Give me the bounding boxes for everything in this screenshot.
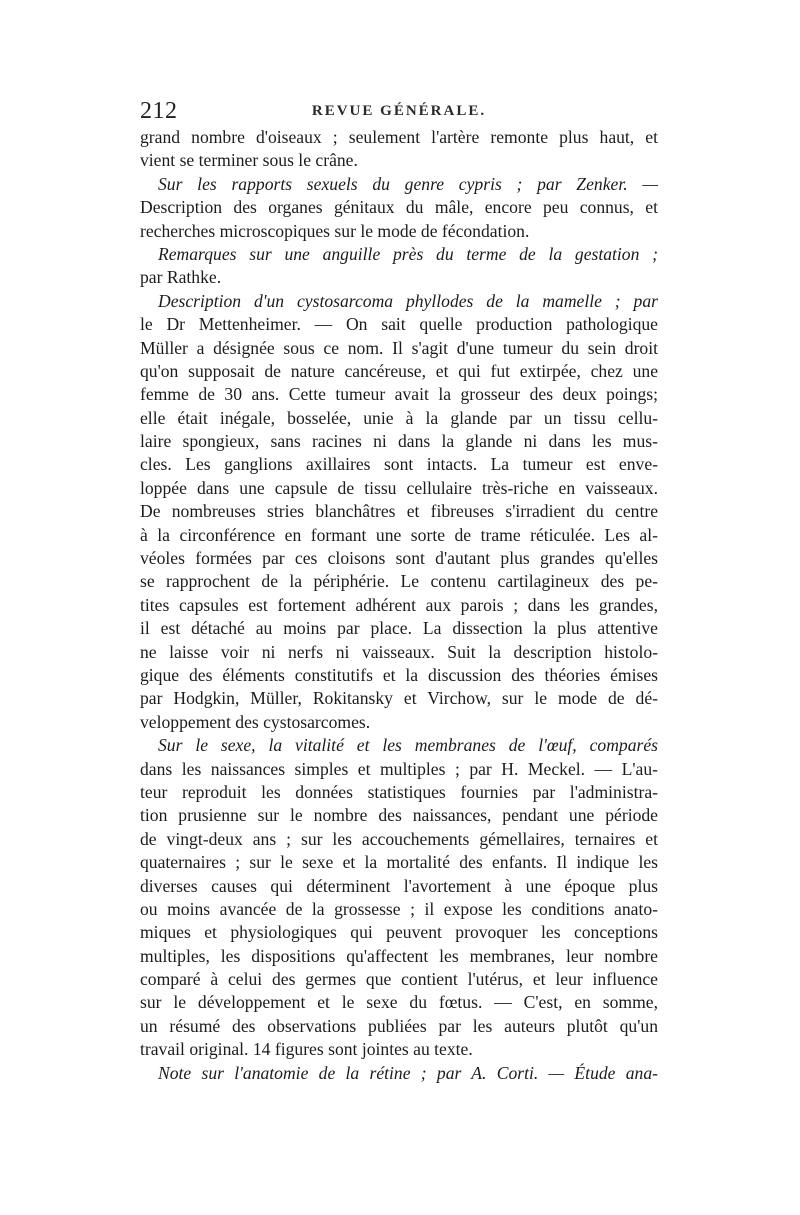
text-line: sur le développement et le sexe du fœtus. — C'est, en somme, (140, 992, 658, 1013)
text-line: il est détaché au moins par place. La dissection la plus attentive (140, 618, 658, 639)
text-line: vient se terminer sous le crâne. (140, 150, 358, 171)
body-text (140, 126, 658, 1085)
entry-title-line: Sur le sexe, la vitalité et les membranes de l'œuf, comparés (158, 735, 658, 756)
page-number: 212 (140, 98, 178, 124)
text-line: grand nombre d'oiseaux ; seulement l'artère remonte plus haut, et (140, 127, 658, 147)
text-line: à la circonférence en formant une sorte de trame réticulée. Les al- (140, 524, 658, 545)
text-line: de vingt-deux ans ; sur les accouchements gémellaires, ternaires et (140, 828, 658, 849)
text-line: loppée dans une capsule de tissu cellulaire très-riche en vaisseaux. (140, 477, 658, 498)
text-line: miques et physiologiques qui peuvent provoquer les conceptions (140, 922, 658, 943)
text-line: un résumé des observations publiées par les auteurs plutôt qu'un (140, 1015, 658, 1036)
text-line: travail original. 14 figures sont jointes au texte. (140, 1039, 473, 1060)
entry-title-line: Note sur l'anatomie de la rétine ; par A. Corti. — Étude ana- (158, 1062, 658, 1083)
text-line: laire spongieux, sans racines ni dans la glande ni dans les mus- (140, 431, 658, 452)
text-line: dans les naissances simples et multiples ; par H. Meckel. — L'au- (140, 758, 658, 779)
entry-title-line: Remarques sur une anguille près du terme de la gestation ; (158, 243, 658, 264)
text-line: multiples, les dispositions qu'affectent les membranes, leur nombre (140, 945, 658, 966)
text-line: se rapprochent de la périphérie. Le contenu cartilagineux des pe- (140, 571, 658, 592)
entry-title-line: Sur les rapports sexuels du genre cypris ; par Zenker. — (158, 173, 658, 194)
text-line: Description des organes génitaux du mâle, encore peu connus, et (140, 197, 658, 218)
text-line: véoles formées par ces cloisons sont d'autant plus grandes qu'elles (140, 548, 658, 569)
text-line: cles. Les ganglions axillaires sont intacts. La tumeur est enve- (140, 454, 658, 475)
text-line: recherches microscopiques sur le mode de fécondation. (140, 220, 530, 241)
text-line: diverses causes qui déterminent l'avortement à une époque plus (140, 875, 658, 896)
entry-title-line: Description d'un cystosarcoma phyllodes de la mamelle ; par (158, 290, 658, 311)
running-head-title: REVUE GÉNÉRALE. (311, 103, 487, 119)
text-line: quaternaires ; sur le sexe et la mortalité des enfants. Il indique les (140, 852, 658, 873)
text-line: tites capsules est fortement adhérent aux parois ; dans les grandes, (140, 594, 658, 615)
text-line: ou moins avancée de la grossesse ; il expose les conditions anato- (140, 898, 658, 919)
text-line: le Dr Mettenheimer. — On sait quelle production pathologique (140, 314, 658, 335)
text-line: gique des éléments constitutifs et la discussion des théories émises (140, 664, 658, 685)
text-line: Müller a désignée sous ce nom. Il s'agit d'une tumeur du sein droit (140, 337, 658, 358)
text-line: De nombreuses stries blanchâtres et fibreuses s'irradient du centre (140, 501, 658, 522)
text-line: par Rathke. (140, 267, 222, 288)
text-line: qu'on supposait de nature cancéreuse, et qui fut extirpée, chez une (140, 360, 658, 381)
text-line: veloppement des cystosarcomes. (140, 711, 371, 732)
text-line: ne laisse voir ni nerfs ni vaisseaux. Suit la description histolo- (140, 641, 658, 662)
text-line: teur reproduit les données statistiques fournies par l'administra- (140, 781, 658, 802)
running-head (140, 98, 658, 124)
text-line: elle était inégale, bosselée, unie à la glande par un tissu cellu- (140, 407, 658, 428)
text-line: femme de 30 ans. Cette tumeur avait la grosseur des deux poings; (140, 384, 658, 405)
text-line: par Hodgkin, Müller, Rokitansky et Virchow, sur le mode de dé- (140, 688, 658, 709)
text-line: comparé à celui des germes que contient l'utérus, et leur influence (140, 969, 658, 990)
text-line: tion prusienne sur le nombre des naissances, pendant une période (140, 805, 658, 826)
